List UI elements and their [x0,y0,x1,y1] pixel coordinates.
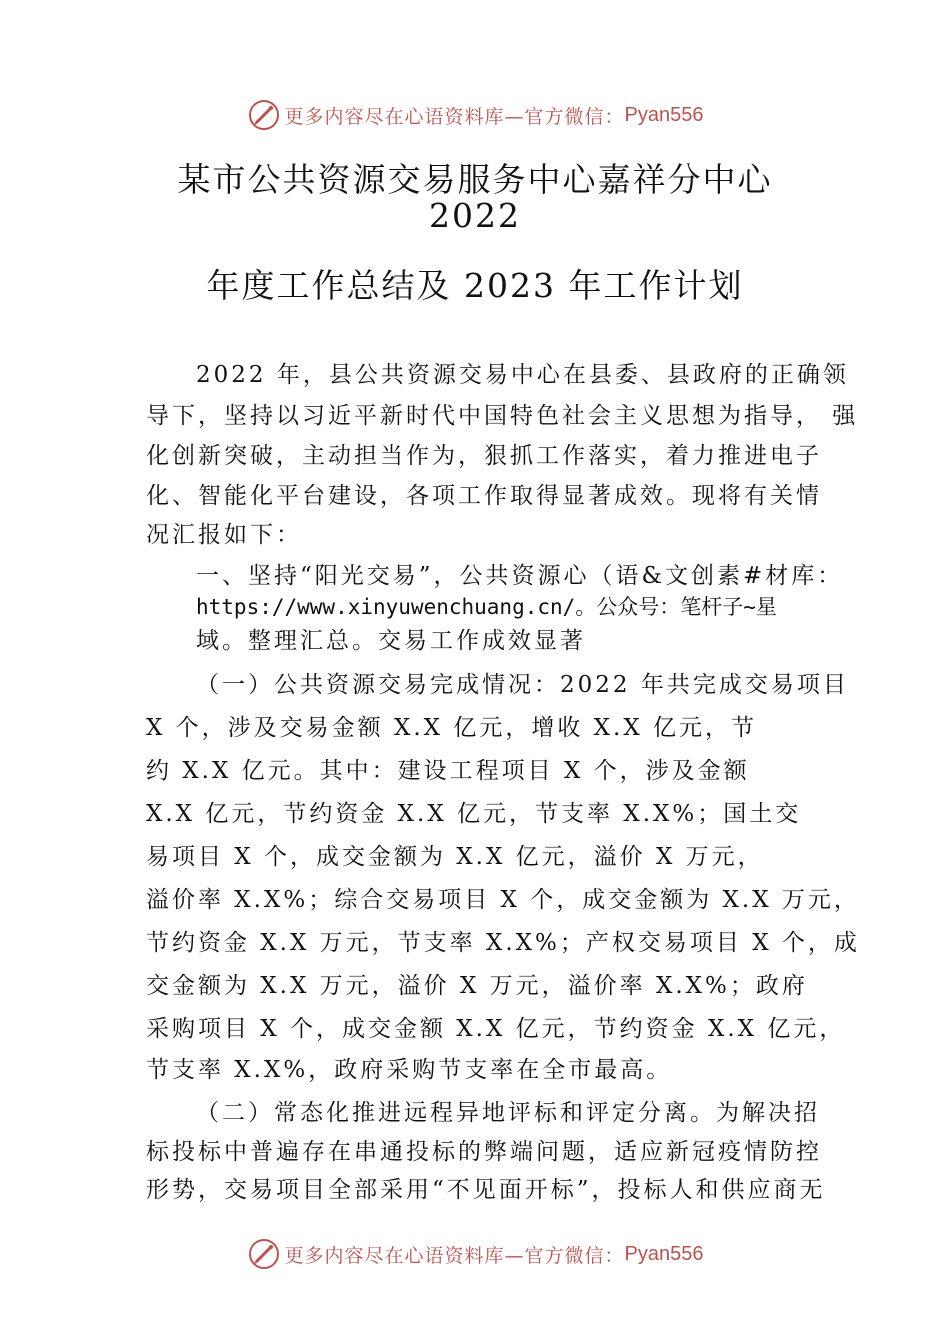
paragraph-line: 标投标中普遍存在串通投标的弊端问题，适应新冠疫情防控 [146,1139,822,1165]
paragraph-line: 节约资金 X.X 万元，节支率 X.X%；产权交易项目 X 个，成 [146,930,860,956]
paragraph-line: 约 X.X 亿元。其中：建设工程项目 X 个，涉及金额 [146,758,750,784]
paragraph-line: 况汇报如下： [146,522,302,548]
footer-watermark-banner [0,1232,950,1276]
paragraph-line: 导下，坚持以习近平新时代中国特色社会主义思想为指导， 强 [146,403,859,429]
banner-text: 更多内容尽在心语资料库—官方微信： [284,105,625,128]
paragraph-line: 节支率 X.X%，政府采购节支率在全市最高。 [146,1057,673,1083]
section-heading-line: 一、坚持“阳光交易”，公共资源心（语&文创素#材库： [196,563,844,589]
document-title-line-3: 年度工作总结及 2023 年工作计划 [206,266,744,305]
pen-logo-icon [247,98,281,132]
document-title-line-2: 2022 [429,196,521,235]
paragraph-line: 2022 年，县公共资源交易中心在县委、县政府的正确领 [196,362,849,388]
section-heading-line: 域。整理汇总。交易工作成效显著 [196,628,586,654]
banner-wechat-id: Pyan556 [624,1242,704,1265]
paragraph-line: X 个，涉及交易金额 X.X 亿元，增收 X.X 亿元，节 [146,715,758,741]
paragraph-line: 易项目 X 个，成交金额为 X.X 亿元，溢价 X 万元， [146,844,764,870]
pen-logo-icon [247,1237,281,1271]
header-watermark-banner [0,93,950,137]
paragraph-line: 溢价率 X.X%；综合交易项目 X 个，成交金额为 X.X 万元， [146,887,860,913]
paragraph-line: 采购项目 X 个，成交金额 X.X 亿元，节约资金 X.X 亿元， [146,1016,846,1042]
banner-text: 更多内容尽在心语资料库—官方微信： [284,1244,625,1267]
paragraph-line: X.X 亿元，节约资金 X.X 亿元，节支率 X.X%；国土交 [146,801,802,827]
section-heading-line: https://www.xinyuwenchuang.cn/。公众号：笔杆子~星 [196,595,777,619]
paragraph-line: 化、智能化平台建设，各项工作取得显著成效。现将有关情 [146,483,822,509]
paragraph-line: 化创新突破，主动担当作为，狠抓工作落实，着力推进电子 [146,443,822,469]
paragraph-line: （二）常态化推进远程异地评标和评定分离。为解决招 [196,1100,820,1126]
paragraph-line: （一）公共资源交易完成情况：2022 年共完成交易项目 [196,672,849,698]
banner-wechat-id: Pyan556 [624,103,704,126]
paragraph-line: 形势，交易项目全部采用“不见面开标”，投标人和供应商无 [146,1177,826,1203]
document-title-line-1: 某市公共资源交易服务中心嘉祥分中心 [177,160,773,199]
paragraph-line: 交金额为 X.X 万元，溢价 X 万元，溢价率 X.X%；政府 [146,973,808,999]
